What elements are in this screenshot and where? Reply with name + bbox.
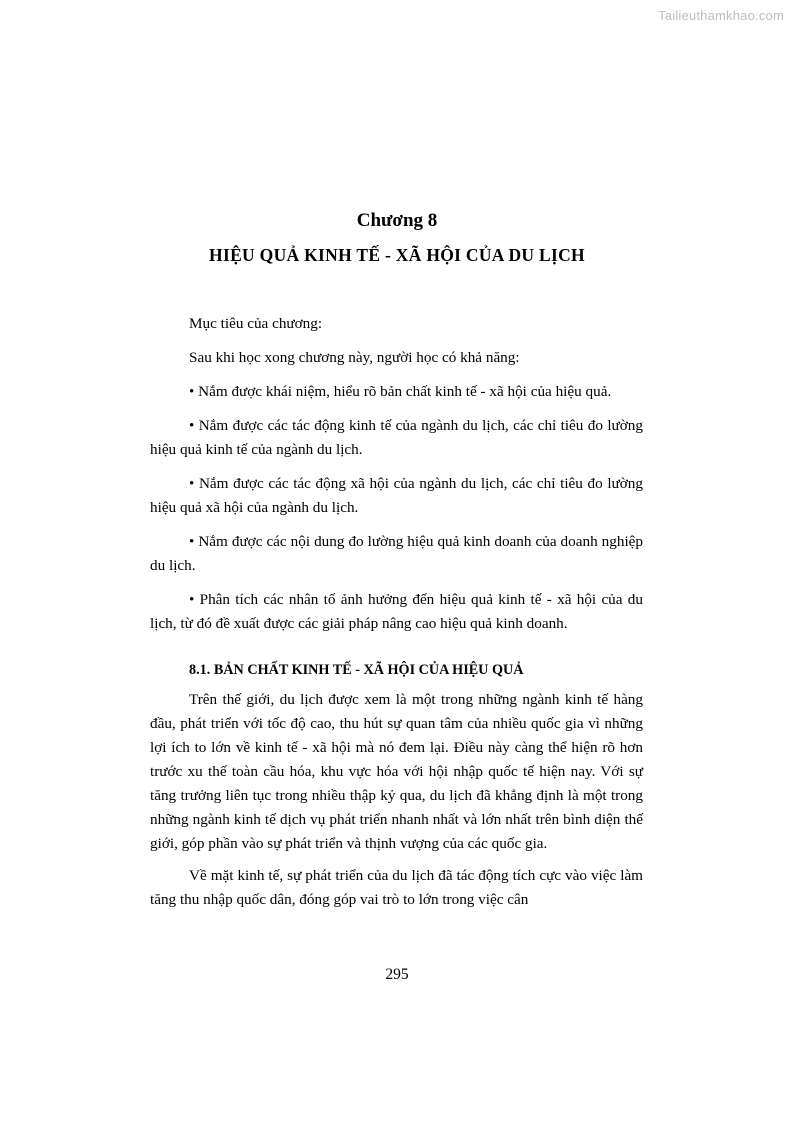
objective-text: Nắm được các nội dung đo lường hiệu quả kinh doanh của doanh nghiệp du lịch. <box>150 533 644 574</box>
objective-item <box>150 588 643 636</box>
objective-text: Nắm được khái niệm, hiểu rõ bản chất kinh tế - xã hội của hiệu quả. <box>198 383 612 400</box>
objective-item <box>150 380 643 404</box>
objectives-heading: Mục tiêu của chương: <box>189 315 323 332</box>
page-content <box>150 312 643 920</box>
bullet-icon: • <box>189 533 195 550</box>
body-paragraph: Về mặt kinh tế, sự phát triển của du lịch đã tác động tích cực vào việc làm tăng thu nhập quốc dân, đóng góp vai trò to lớn trong việc cân <box>150 867 643 908</box>
bullet-icon: • <box>189 591 195 608</box>
page-number: 295 <box>385 966 409 983</box>
bullet-icon: • <box>189 475 195 492</box>
objective-item <box>150 414 643 462</box>
bullet-icon: • <box>189 383 195 400</box>
watermark: Tailieuthamkhao.com <box>658 8 784 23</box>
objective-item <box>150 530 643 578</box>
section-heading: 8.1. BẢN CHẤT KINH TẾ - XÃ HỘI CỦA HIỆU QUẢ <box>189 662 524 678</box>
objective-text: Phân tích các nhân tố ảnh hưởng đến hiệu quả kinh tế - xã hội của du lịch, từ đó đề xuất được các giải pháp nâng cao hiệu quả kinh doanh. <box>150 591 643 632</box>
chapter-title: HIỆU QUẢ KINH TẾ - XÃ HỘI CỦA DU LỊCH <box>209 245 585 265</box>
objectives-intro: Sau khi học xong chương này, người học có khả năng: <box>189 349 520 366</box>
objective-text: Nắm được các tác động xã hội của ngành du lịch, các chỉ tiêu đo lường hiệu quả xã hội của ngành du lịch. <box>150 475 643 516</box>
objective-item <box>150 472 643 520</box>
bullet-icon: • <box>189 417 195 434</box>
body-paragraph: Trên thế giới, du lịch được xem là một trong những ngành kinh tế hàng đầu, phát triển với tốc độ cao, thu hút sự quan tâm của nhiều quốc gia vì những lợi ích to lớn về kinh tế - xã hội mà nó đem lại. Điều này càng thể hiện rõ hơn trước xu thế toàn cầu hóa, khu vực hóa với hội nhập quốc tế hiện nay. Với sự tăng trưởng liên tục trong nhiều thập kỷ qua, du lịch đã khẳng định là một trong những ngành kinh tế dịch vụ phát triển nhanh nhất và lớn nhất trên bình diện thế giới, góp phần vào sự phát triển và thịnh vượng của các quốc gia. <box>150 691 643 852</box>
objective-text: Nắm được các tác động kinh tế của ngành du lịch, các chỉ tiêu đo lường hiệu quả kinh tế của ngành du lịch. <box>150 417 643 458</box>
chapter-number: Chương 8 <box>356 210 438 231</box>
